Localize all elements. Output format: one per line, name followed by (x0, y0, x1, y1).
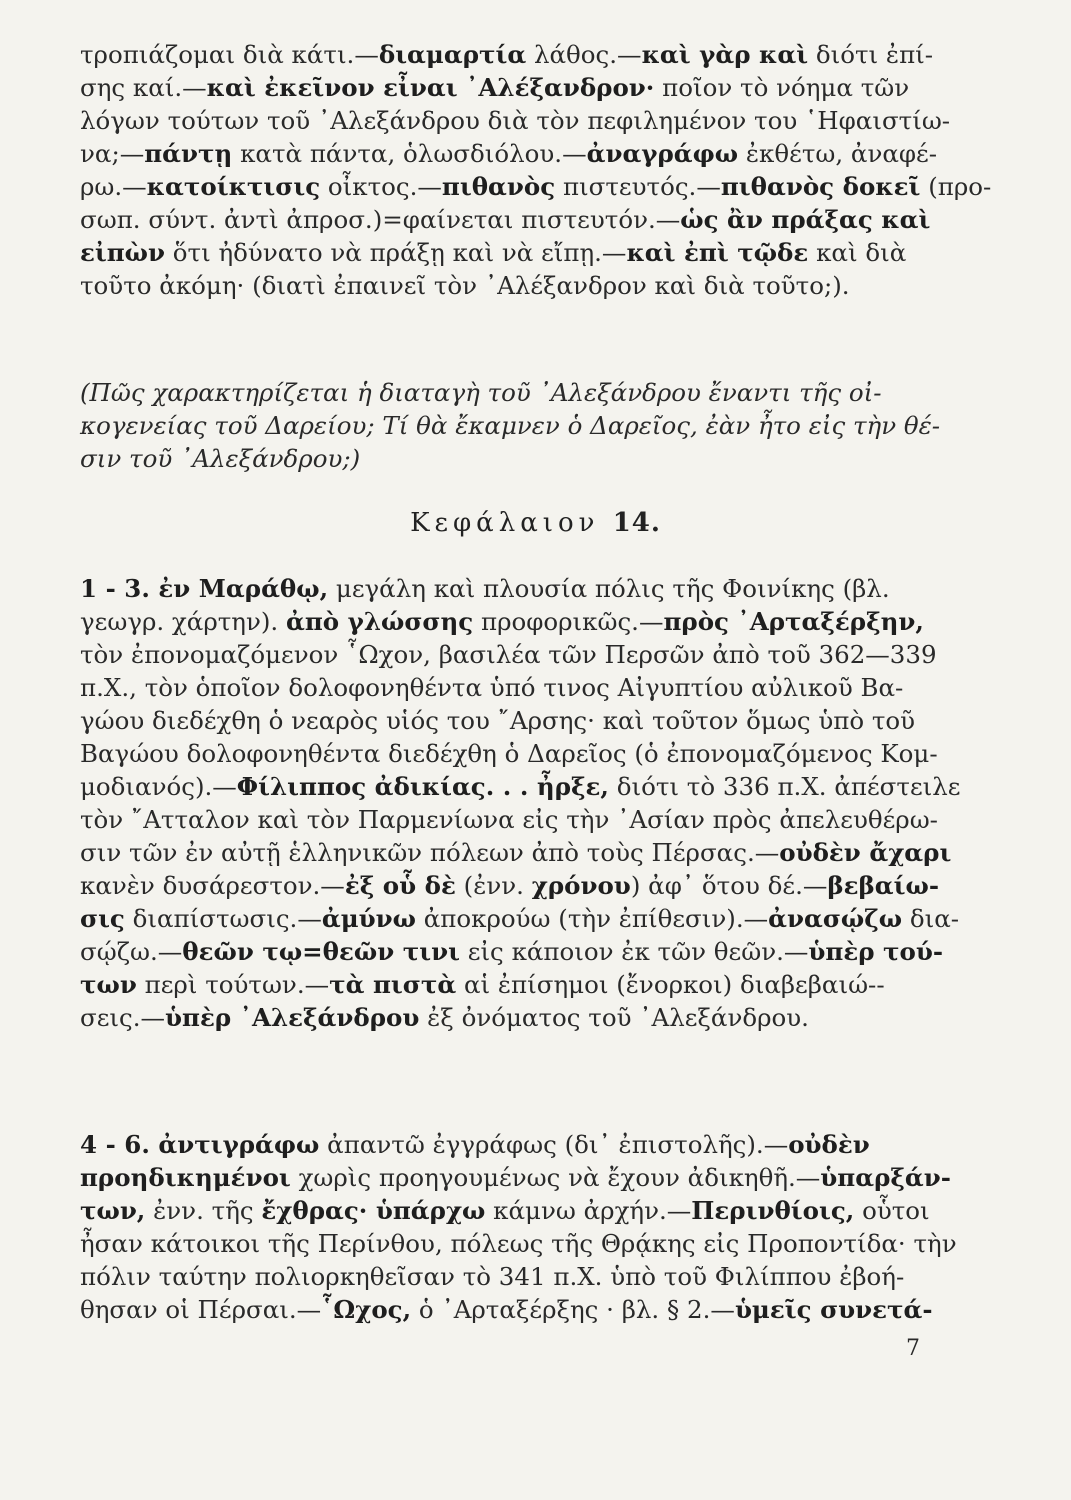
gloss-text: θησαν οἱ Πέρσαι.— (80, 1295, 322, 1324)
gloss-text: σης καί.— (80, 73, 207, 102)
lemma-term: βεβαίω- (827, 871, 940, 900)
gloss-text: μοδιανός).— (80, 772, 237, 801)
text-line (80, 770, 961, 803)
lemma-term: ὑπὲρ ᾿Αλεξάνδρου (165, 1003, 420, 1032)
text-line (80, 1161, 951, 1194)
gloss-text: οὗτοι (854, 1196, 930, 1225)
chapter-heading (0, 508, 1071, 538)
gloss-text: ἀποκρούω (τὴν ἐπίθεσιν).— (415, 904, 769, 933)
text-line (80, 1194, 942, 1227)
lemma-term: ὑπὲρ τού- (808, 937, 944, 966)
text-line (80, 170, 992, 203)
gloss-text: καὶ διὰ (808, 238, 907, 267)
lemma-term: καὶ γὰρ καὶ (641, 40, 809, 69)
lemma-term: πιθανὸς δοκεῖ (720, 172, 921, 201)
chapter-heading-number: 14. (612, 508, 661, 538)
lemma-term: Περινθίοις, (691, 1196, 855, 1225)
gloss-text: σιν τοῦ ᾿Αλεξάνδρου;) (80, 444, 361, 473)
section-intro (80, 38, 992, 302)
lemma-term: ῟Ωχος, (321, 1295, 412, 1324)
text-line (80, 376, 942, 409)
lemma-term: πρὸς ᾿Αρταξέρξην, (663, 607, 924, 636)
text-line (80, 137, 942, 170)
text-line (80, 671, 942, 704)
lemma-term: ἀναγράφω (586, 139, 739, 168)
section-4-6 (80, 1128, 957, 1326)
gloss-text: οἶκτος.— (320, 172, 442, 201)
text-line (80, 442, 942, 475)
text-line (80, 572, 942, 605)
gloss-text: Βαγώου δολοφονηθέντα διεδέχθη ὁ Δαρεῖος (ὁ ἐπονομαζόμενος Κομ- (80, 739, 938, 768)
gloss-text: λάθος.— (526, 40, 642, 69)
lemma-term: ὑπαρξάν- (820, 1163, 951, 1192)
lemma-term: καὶ ἐπὶ τῷδε (626, 238, 809, 267)
lemma-term: ἀπὸ γλώσσης (286, 607, 474, 636)
text-line (80, 104, 951, 137)
gloss-text: περὶ τούτων.— (136, 970, 330, 999)
text-line (80, 704, 942, 737)
gloss-text: διότι τὸ 336 π.Χ. ἀπέστειλε (608, 772, 961, 801)
gloss-text: χωρὶς προηγουμένως νὰ ἔχουν ἀδικηθῆ.— (290, 1163, 821, 1192)
gloss-text: λόγων τούτων τοῦ ᾿Αλεξάνδρου διὰ τὸν πεφιλημένον του ῾Ηφαιστίω- (80, 106, 951, 135)
gloss-text: ) ἀφ᾽ ὅτου δέ.— (630, 871, 828, 900)
gloss-text: μεγάλη καὶ πλουσία πόλις τῆς Φοινίκης (βλ. (328, 574, 890, 603)
gloss-text: ἐξ ὀνόματος τοῦ ᾿Αλεξάνδρου. (419, 1003, 809, 1032)
text-line (80, 409, 942, 442)
text-line (80, 1001, 942, 1034)
gloss-text: τροπιάζομαι διὰ κάτι.— (80, 40, 379, 69)
gloss-text: (Πῶς χαρακτηρίζεται ἡ διαταγὴ τοῦ ᾿Αλεξάνδρου ἔναντι τῆς οἰ- (80, 378, 882, 407)
lemma-term: των (80, 970, 137, 999)
lemma-term: των, (80, 1196, 146, 1225)
text-line (80, 1128, 942, 1161)
lemma-term: πάντῃ (144, 139, 233, 168)
gloss-text: σεις.— (80, 1003, 166, 1032)
text-line (80, 1293, 942, 1326)
gloss-text: εἰς κάποιον ἐκ τῶν θεῶν.— (459, 937, 809, 966)
text-line (80, 1227, 957, 1260)
lemma-term: πιθανὸς (441, 172, 556, 201)
lemma-term: ἀμύνω (321, 904, 416, 933)
gloss-text: διαπίστωσις.— (124, 904, 322, 933)
lemma-term: χρόνου (531, 871, 631, 900)
gloss-text: γώου διεδέχθη ὁ νεαρὸς υἱός του ῎Αρσης· καὶ τοῦτον ὅμως ὑπὸ τοῦ (80, 706, 916, 735)
gloss-text: ρω.— (80, 172, 147, 201)
gloss-text: τὸν ἐπονομαζόμενον ῟Ωχον, βασιλέα τῶν Περσῶν ἀπὸ τοῦ 362—339 (80, 640, 937, 669)
gloss-text: πόλιν ταύτην πολιορκηθεῖσαν τὸ 341 π.Χ. ὑπὸ τοῦ Φιλίππου ἐβοή- (80, 1262, 905, 1291)
gloss-text: ἐκθέτω, ἀναφέ- (738, 139, 938, 168)
gloss-text: τοῦτο ἀκόμη· (διατὶ ἐπαινεῖ τὸν ᾿Αλέξανδρον καὶ διὰ τοῦτο;). (80, 271, 850, 300)
page-number: 7 (906, 1336, 920, 1361)
gloss-text: προφορικῶς.— (473, 607, 664, 636)
text-line (80, 71, 942, 104)
gloss-text: να;— (80, 139, 145, 168)
gloss-text: κογενείας τοῦ Δαρείου; Τί θὰ ἔκαμνεν ὁ Δαρεῖος, ἐὰν ἦτο εἰς τὴν θέ- (80, 411, 941, 440)
lemma-term: ἐξ οὗ δὲ (344, 871, 456, 900)
gloss-text: πιστευτός.— (555, 172, 721, 201)
text-line (80, 269, 942, 302)
gloss-text: δια- (902, 904, 960, 933)
gloss-text: ὁ ᾿Αρταξέρξης · βλ. § 2.— (411, 1295, 735, 1324)
lemma-term: ὡς ἂν πράξας καὶ (680, 205, 931, 234)
gloss-text: γεωγρ. χάρτην). (80, 607, 286, 636)
text-line (80, 968, 942, 1001)
lemma-term: οὐδὲν (788, 1130, 870, 1159)
text-line (80, 869, 942, 902)
text-line (80, 236, 942, 269)
text-line (80, 38, 942, 71)
text-line (80, 935, 942, 968)
lemma-term: τὰ πιστὰ (329, 970, 457, 999)
text-line (80, 803, 942, 836)
gloss-text: ἦσαν κάτοικοι τῆς Περίνθου, πόλεως τῆς Θρᾴκης εἰς Προποντίδα· τὴν (80, 1229, 957, 1258)
lemma-term: ὑμεῖς συνετά- (734, 1295, 933, 1324)
gloss-text: αἱ ἐπίσημοι (ἔνορκοι) διαβεβαιώ-- (456, 970, 885, 999)
lemma-term: εἰπὼν (80, 238, 166, 267)
text-line (80, 638, 942, 671)
text-line (80, 203, 942, 236)
gloss-text: (προ- (920, 172, 992, 201)
gloss-text: π.Χ., τὸν ὁποῖον δολοφονηθέντα ὑπό τινος Αἰγυπτίου αὐλικοῦ Βα- (80, 673, 904, 702)
study-question (80, 376, 942, 475)
lemma-term: Φίλιππος ἀδικίας. . . ἦρξε, (236, 772, 609, 801)
lemma-term: ἔχθρας· ὑπάρχω (261, 1196, 486, 1225)
text-line (80, 836, 952, 869)
gloss-text: ἀπαντῶ ἐγγράφως (δι᾽ ἐπιστολῆς).— (319, 1130, 789, 1159)
gloss-text: σῴζω.— (80, 937, 183, 966)
chapter-heading-word: Κεφάλαιον (410, 508, 600, 538)
gloss-text: ποῖον τὸ νόημα τῶν (654, 73, 910, 102)
text-line (80, 605, 942, 638)
text-line (80, 737, 942, 770)
gloss-text: τὸν ῎Ατταλον καὶ τὸν Παρμενίωνα εἰς τὴν ᾿Ασίαν πρὸς ἀπελευθέρω- (80, 805, 938, 834)
section-1-3 (80, 572, 961, 1034)
gloss-text: κανὲν δυσάρεστον.— (80, 871, 345, 900)
gloss-text: σιν τῶν ἐν αὐτῇ ἑλληνικῶν πόλεων ἀπὸ τοὺς Πέρσας.— (80, 838, 780, 867)
lemma-term: οὐδὲν ἄχαρι (779, 838, 952, 867)
gloss-text: (ἐνν. (455, 871, 532, 900)
gloss-text: ἐνν. τῆς (145, 1196, 262, 1225)
lemma-term: κατοίκτισις (146, 172, 321, 201)
lemma-term: διαμαρτία (378, 40, 527, 69)
lemma-term: καὶ ἐκεῖνον εἶναι ᾿Αλέξανδρον· (206, 73, 655, 102)
gloss-text: κάμνω ἀρχήν.— (485, 1196, 692, 1225)
lemma-term: 1 - 3. ἐν Μαράθῳ, (80, 574, 329, 603)
gloss-text: κατὰ πάντα, ὁλωσδιόλου.— (232, 139, 587, 168)
lemma-term: ἀνασῴζω (768, 904, 903, 933)
gloss-text: ὅτι ἠδύνατο νὰ πράξῃ καὶ νὰ εἴπῃ.— (165, 238, 627, 267)
lemma-term: σις (80, 904, 125, 933)
text-line (80, 902, 960, 935)
gloss-text: σωπ. σύντ. ἀντὶ ἀπροσ.)=φαίνεται πιστευτόν.— (80, 205, 681, 234)
lemma-term: προηδικημένοι (80, 1163, 291, 1192)
text-line (80, 1260, 942, 1293)
lemma-term: 4 - 6. ἀντιγράφω (80, 1130, 320, 1159)
gloss-text: διότι ἐπί- (808, 40, 934, 69)
lemma-term: θεῶν τῳ=θεῶν τινι (182, 937, 460, 966)
